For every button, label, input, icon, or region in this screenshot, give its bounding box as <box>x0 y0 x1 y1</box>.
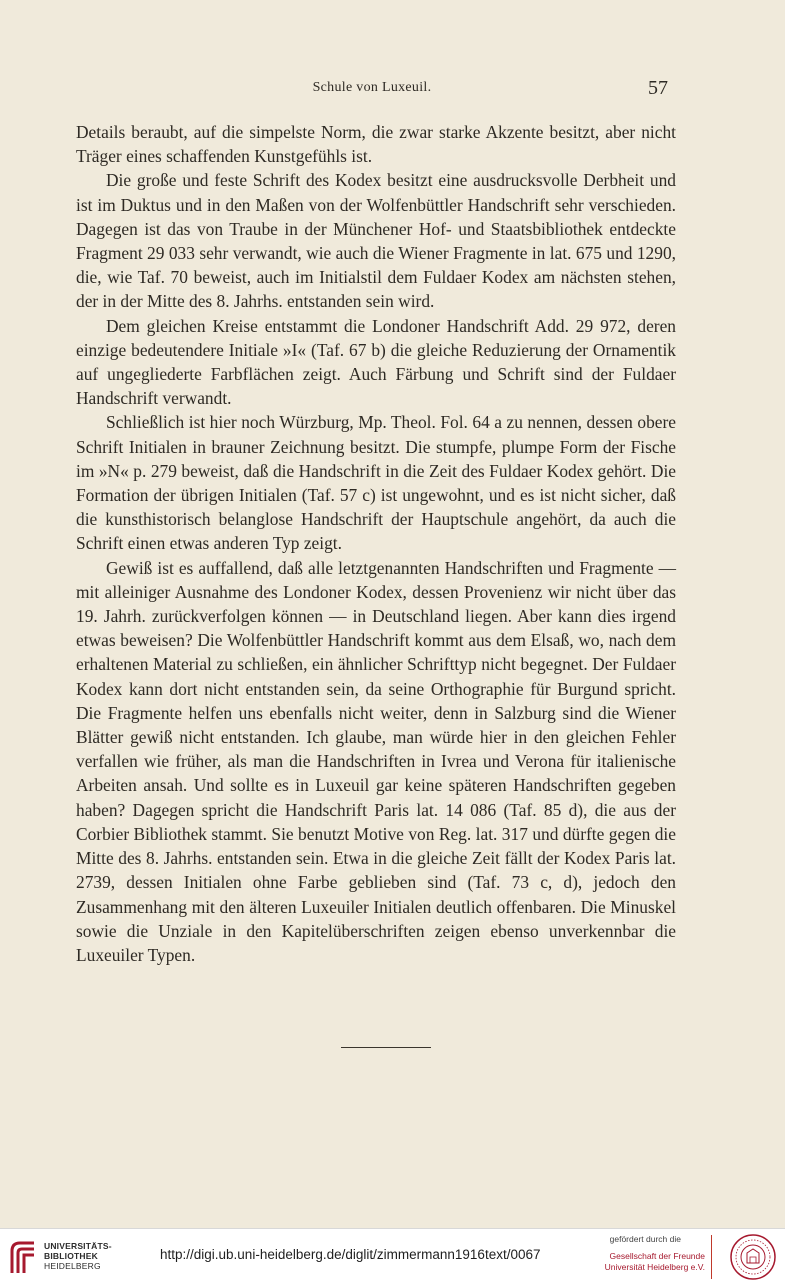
sponsor-name[interactable] <box>555 1251 705 1273</box>
library-name-line: BIBLIOTHEK <box>44 1251 98 1261</box>
running-title: Schule von Luxeuil. <box>312 80 432 95</box>
university-seal-icon[interactable] <box>729 1233 777 1281</box>
sponsor-name-line: Gesellschaft der Freunde <box>609 1251 705 1261</box>
library-name-line: UNIVERSITÄTS- <box>44 1241 112 1251</box>
paragraph: Gewiß ist es auffallend, daß alle letztgenannten Handschriften und Fragmente — mit alleiniger Ausnahme des Londoner Kodex, dessen Provenienz wir nicht über das 19. Jahrh. zurückverfolgen können — in Deutschland liegen. Aber kann dies irgend etwas beweisen? Die Wolfenbüttler Handschrift kommt aus dem Elsaß, wo, nach dem erhaltenen Material zu schließen, ein ähnlicher Schrifttyp nicht begegnet. Der Fuldaer Kodex kann dort nicht entstanden sein, da seine Orthographie für Burgund spricht. Die Fragmente helfen uns ebenfalls nicht weiter, denn in Salzburg sind die Wiener Blätter gewiß nicht entstanden. Ich glaube, man würde hier in den gleichen Fehler verfallen wie früher, als man die Handschriften in Ivrea und Verona für italienische Arbeiten ansah. Und sollte es in Luxeuil gar keine späteren Handschriften gegeben haben? Dagegen spricht die Handschrift Paris lat. 14 086 (Taf. 85 d), die aus der Corbier Bibliothek stammt. Sie benutzt Motive von Reg. lat. 317 und dürfte gegen die Mitte des 8. Jahrhs. entstanden sein. Etwa in die gleiche Zeit fällt der Kodex Paris lat. 2739, dessen Initialen ohne Farbe geblieben sind (Taf. 73 c, d), jedoch den Zusammenhang mit den älteren Luxeuiler Initialen deutlich offenbaren. Die Minuskel sowie die Unziale in den Kapitelüberschriften zeigen ebenso unverkennbar die Luxeuiler Typen. <box>76 557 676 965</box>
permalink-url[interactable]: http://digi.ub.uni-heidelberg.de/diglit/zimmermann1916text/0067 <box>160 1247 541 1262</box>
end-rule <box>341 1047 431 1048</box>
footer-bar <box>0 1228 785 1285</box>
university-library-logo-icon[interactable] <box>8 1237 38 1277</box>
sponsor-name-line: Universität Heidelberg e.V. <box>604 1262 705 1272</box>
page-number: 57 <box>648 77 668 99</box>
sponsor-label: gefördert durch die <box>609 1234 681 1244</box>
sponsor-divider <box>711 1235 712 1279</box>
paragraph: Schließlich ist hier noch Würzburg, Mp. Theol. Fol. 64 a zu nennen, dessen obere Schrift Initialen in brauner Zeichnung besitzt. Die stumpfe, plumpe Form der Fische im »N« p. 279 beweist, daß die Handschrift in die Zeit des Fuldaer Kodex gehört. Die Formation der übrigen Initialen (Taf. 57 c) ist ungewohnt, und es ist nicht sicher, daß die kunsthistorisch belanglose Handschrift der Hauptschule angehört, da auch die Schrift einen etwas anderen Typ zeigt. <box>76 412 676 554</box>
library-name-line: HEIDELBERG <box>44 1261 101 1271</box>
running-head <box>70 77 674 106</box>
library-name[interactable] <box>44 1241 112 1271</box>
paragraph: Details beraubt, auf die simpelste Norm, die zwar starke Akzente besitzt, aber nicht Träger eines schaffenden Kunstgefühls ist. <box>76 122 676 167</box>
body-text <box>76 120 676 967</box>
paragraph: Dem gleichen Kreise entstammt die Londoner Handschrift Add. 29 972, deren einzige bedeutendere Initiale »I« (Taf. 67 b) die gleiche Reduzierung der Ornamentik auf ungegliederte Farbflächen zeigt. Auch Färbung und Schrift sind der Fuldaer Handschrift verwandt. <box>76 315 676 409</box>
paragraph: Die große und feste Schrift des Kodex besitzt eine ausdrucksvolle Derbheit und ist im Duktus und in den Maßen von der Wolfenbüttler Handschrift sehr verschieden. Dagegen ist das von Traube in der Münchener Hof- und Staatsbibliothek entdeckte Fragment 29 033 sehr verwandt, wie auch die Wiener Fragmente in lat. 675 und 1290, die, wie Taf. 70 beweist, auch im Initialstil dem Fuldaer Kodex am nächsten stehen, der in der Mitte des 8. Jahrhs. entstanden sein wird. <box>76 170 676 312</box>
